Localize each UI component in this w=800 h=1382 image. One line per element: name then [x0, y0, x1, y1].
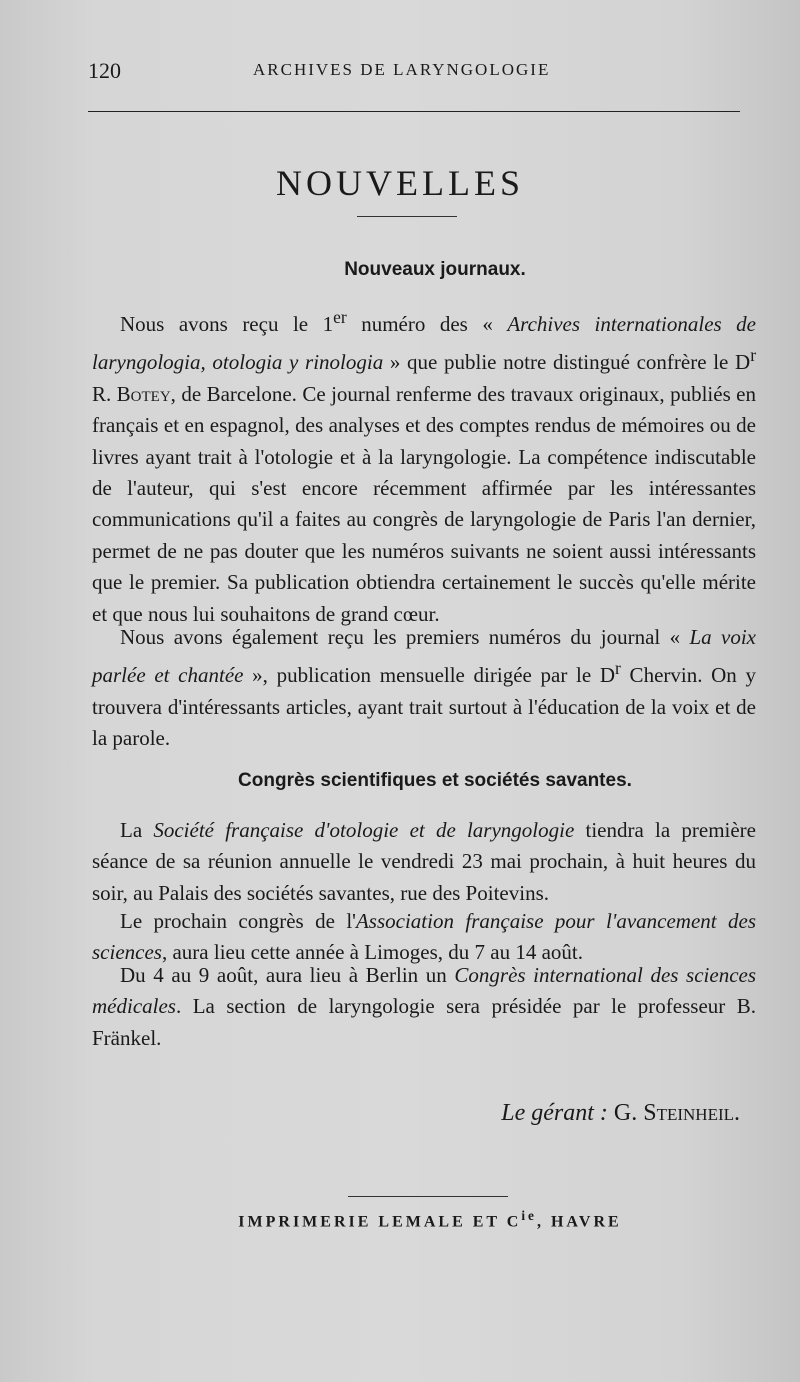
subheading-congress: Congrès scientifiques et sociétés savantes.: [238, 770, 632, 791]
author-name: Botey: [116, 381, 171, 406]
page-number: 120: [88, 58, 121, 83]
running-title: ARCHIVES DE LARYNGOLOGIE: [253, 60, 551, 79]
footer-rule: [348, 1196, 508, 1197]
journal-title-archives: Archives internationales de laryngologia, otologia y rinologia: [92, 312, 757, 375]
paragraph-congress-2: Le prochain congrès de l'Association française pour l'avancement des sciences, aura lieu cette année à Limoges, du 7 au 14 août.: [92, 909, 756, 965]
section-title: NOUVELLES: [276, 163, 524, 203]
paragraph-journals-1: Nous avons reçu le 1er numéro des « Archives internationales de laryngologia, otologia y rinologia » que publie notre distingué confrère le $D^r$ R. Botey, de Barcelone. Ce journal renferme des travaux originaux, publiés en français et en espagnol, des analyses et des comptes rendus de mémoires ou de livres ayant trait à l'otologie et à la laryngologie. La compétence indiscutable de l'auteur, qui s'est encore récemment affirmée par les intéressantes communications qu'il a faites au congrès de laryngologie de Paris l'an dernier, permet de ne pas douter que les numéros suivants ne soient aussi intéressants que le premier. Sa publication obtiendra certainement le succès qu'elle mérite et que nous lui souhaitons de grand cœur.: [92, 307, 757, 626]
signature-name: G. Steinheil.: [613, 1100, 740, 1126]
paragraph-journals-2: Nous avons également reçu les premiers numéros du journal « La voix parlée et chantée », publication mensuelle dirigée par le $D^r$ Chervin. On y trouvera d'intéressants articles, ayant trait surtout à l'éducation de la voix et de la parole.: [92, 625, 757, 751]
imprint: IMPRIMERIE LEMALE ET $C^{ie}$, HAVRE: [238, 1208, 622, 1231]
society-name: Société française d'otologie et de laryngologie: [153, 818, 575, 842]
paragraph-congress-3: Du 4 au 9 août, aura lieu à Berlin un Congrès international des sciences médicales. La section de laryngologie sera présidée par le professeur B. Fränkel.: [92, 963, 757, 1050]
header-rule: [88, 111, 740, 112]
signature-role: Le gérant :: [501, 1100, 608, 1126]
journal-title-voix: La voix parlée et chantée: [92, 625, 757, 688]
paragraph-congress-1: La Société française d'otologie et de laryngologie tiendra la première séance de sa réunion annuelle le vendredi 23 mai prochain, à huit heures du soir, au Palais des sociétés savantes, rue des Poitevins.: [92, 818, 756, 905]
association-name: Association française pour l'avancement des sciences: [92, 909, 756, 965]
page-header: [88, 58, 758, 88]
title-rule: [357, 216, 457, 217]
congress-name: Congrès international des sciences médicales: [92, 963, 757, 1019]
subheading-journals: Nouveaux journaux.: [344, 259, 526, 280]
signature: [400, 1100, 740, 1127]
